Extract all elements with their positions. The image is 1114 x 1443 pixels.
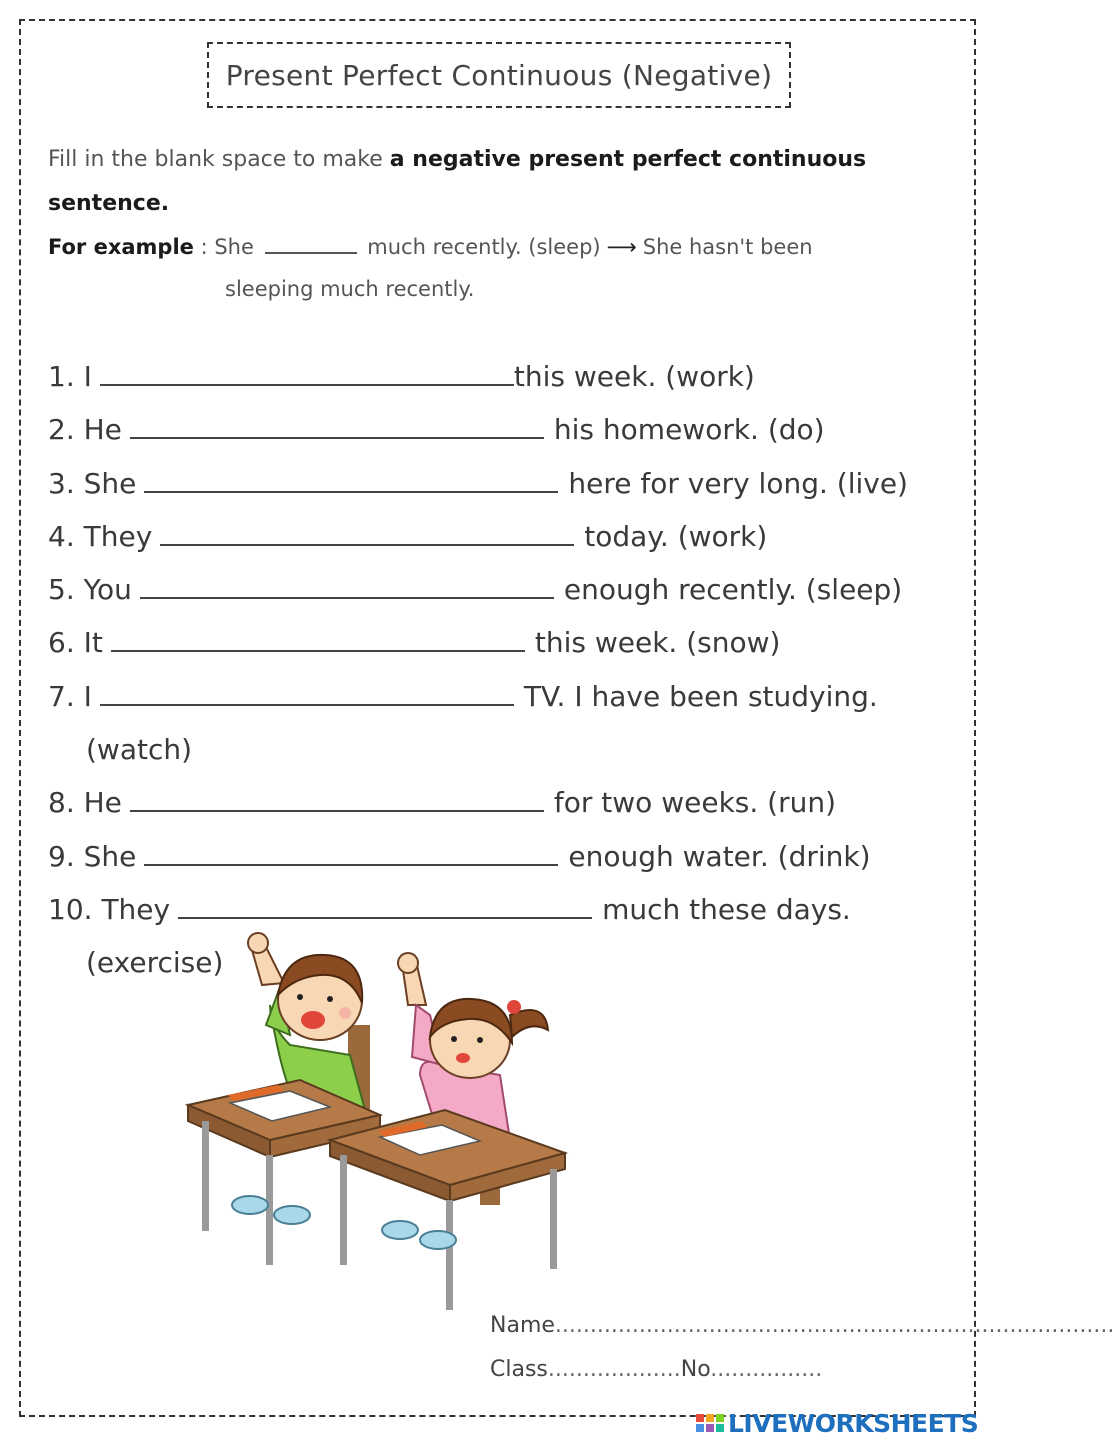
question-rest: his homework. (do) xyxy=(553,413,825,447)
question-subject: I xyxy=(83,679,92,713)
question-number: 5. xyxy=(48,573,75,607)
question-item xyxy=(48,350,948,403)
liveworksheets-logo xyxy=(696,1407,978,1439)
question-item xyxy=(48,563,948,616)
question-subject: She xyxy=(83,466,137,500)
instructions-plain: Fill in the blank space to make xyxy=(48,147,390,172)
name-field[interactable]: ................................................................................ xyxy=(554,1313,1114,1338)
answer-blank[interactable] xyxy=(160,520,574,546)
question-continuation: (exercise) xyxy=(86,946,224,980)
answer-blank[interactable] xyxy=(111,626,525,652)
question-rest: here for very long. (live) xyxy=(568,466,908,500)
question-number: 3. xyxy=(48,466,75,500)
question-rest: much these days. xyxy=(602,892,851,926)
example-label: For example xyxy=(48,235,194,259)
logo-blocks-icon xyxy=(696,1414,724,1432)
worksheet-title xyxy=(207,42,791,108)
class-line xyxy=(490,1348,960,1392)
example-blank xyxy=(265,232,357,254)
question-rest: this week. (snow) xyxy=(534,626,781,660)
no-field[interactable]: ................ xyxy=(710,1357,823,1382)
answer-blank[interactable] xyxy=(100,360,514,386)
question-subject: He xyxy=(83,413,122,447)
question-number: 9. xyxy=(48,839,75,873)
students-illustration-icon xyxy=(180,925,570,1315)
example-separator: : xyxy=(193,235,215,259)
example-subject: She xyxy=(214,235,254,259)
student-info xyxy=(490,1304,1114,1392)
answer-blank[interactable] xyxy=(140,573,554,599)
class-label: Class xyxy=(490,1357,548,1382)
example-block xyxy=(48,226,948,310)
title-text: Present Perfect Continuous (Negative) xyxy=(225,58,773,92)
answer-blank[interactable] xyxy=(130,413,544,439)
question-list xyxy=(48,350,948,990)
name-label: Name xyxy=(490,1313,555,1338)
question-rest: this week. (work) xyxy=(513,360,755,393)
question-number: 2. xyxy=(48,413,75,447)
question-number: 7. xyxy=(48,679,75,713)
question-subject: I xyxy=(83,360,92,393)
arrow-icon: ⟶ xyxy=(606,235,637,259)
instructions-bold: a negative present perfect continuous sentence. xyxy=(48,147,867,216)
question-rest: TV. I have been studying. xyxy=(523,679,878,713)
question-subject: She xyxy=(83,839,137,873)
question-rest: enough water. (drink) xyxy=(568,839,871,873)
question-item xyxy=(48,457,948,510)
logo-text: LIVEWORKSHEETS xyxy=(728,1408,979,1438)
instructions xyxy=(48,138,948,226)
question-item xyxy=(48,776,948,829)
question-item xyxy=(48,670,948,777)
example-answer-2: sleeping much recently. xyxy=(225,277,475,301)
question-rest: enough recently. (sleep) xyxy=(563,573,903,607)
answer-blank[interactable] xyxy=(144,467,558,493)
question-subject: It xyxy=(83,626,103,660)
name-line xyxy=(490,1304,1114,1348)
question-item xyxy=(48,403,948,456)
question-number: 6. xyxy=(48,626,75,660)
answer-blank[interactable] xyxy=(100,680,514,706)
class-field[interactable]: ................... xyxy=(547,1357,681,1382)
question-number: 8. xyxy=(48,786,75,820)
question-item xyxy=(48,830,948,883)
question-subject: They xyxy=(83,519,153,553)
question-item xyxy=(48,510,948,563)
question-subject: They xyxy=(101,892,171,926)
question-subject: He xyxy=(83,786,122,820)
example-rest: much recently. (sleep) xyxy=(367,235,601,259)
question-number: 10. xyxy=(48,892,93,926)
answer-blank[interactable] xyxy=(130,786,544,812)
question-number: 1. xyxy=(48,360,75,393)
question-continuation: (watch) xyxy=(86,733,193,767)
no-label: No xyxy=(680,1357,711,1382)
answer-blank[interactable] xyxy=(144,840,558,866)
example-answer-1: She hasn't been xyxy=(642,235,813,259)
question-subject: You xyxy=(83,573,132,607)
question-rest: today. (work) xyxy=(584,519,768,553)
question-number: 4. xyxy=(48,519,75,553)
question-item xyxy=(48,616,948,669)
answer-blank[interactable] xyxy=(178,893,592,919)
question-rest: for two weeks. (run) xyxy=(553,786,837,820)
